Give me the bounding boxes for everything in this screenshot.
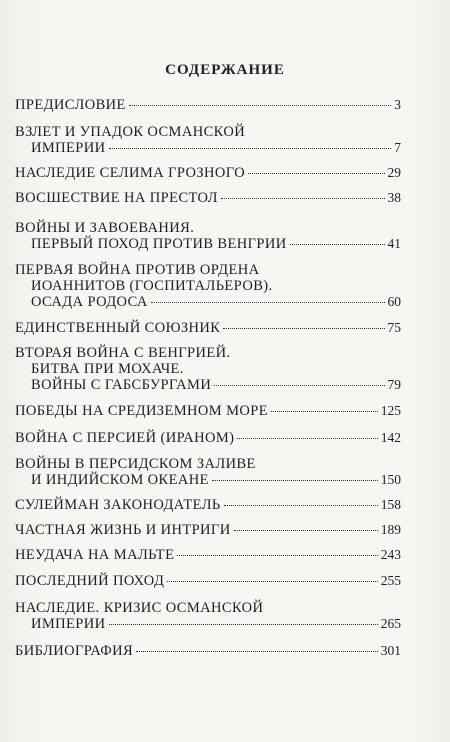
toc-entry-title: И ИНДИЙСКОМ ОКЕАНЕ	[31, 472, 209, 488]
dot-leader	[129, 105, 391, 106]
dot-leader	[237, 438, 377, 439]
toc-page-number: 79	[387, 377, 401, 392]
toc-entry	[15, 522, 401, 538]
toc-entry	[15, 547, 401, 563]
dot-leader	[223, 328, 384, 329]
dot-leader	[109, 624, 378, 625]
toc-entry-line	[15, 124, 401, 140]
toc-entry	[15, 262, 401, 310]
toc-entry-title: НАСЛЕДИЕ. КРИЗИС ОСМАНСКОЙ	[15, 600, 264, 616]
toc-entry-title: ПЕРВЫЙ ПОХОД ПРОТИВ ВЕНГРИИ	[31, 236, 287, 252]
toc-entry-title: ЧАСТНАЯ ЖИЗНЬ И ИНТРИГИ	[15, 522, 231, 538]
toc-entry-line	[15, 600, 401, 616]
toc-entry-line	[15, 547, 401, 563]
dot-leader	[221, 198, 385, 199]
toc-entry-line	[15, 361, 401, 377]
toc-entry-line	[15, 497, 401, 513]
dot-leader	[136, 651, 378, 652]
toc-entry-line	[15, 190, 401, 206]
toc-page-number: 158	[380, 497, 401, 512]
toc-entry-title: ВОСШЕСТВИЕ НА ПРЕСТОЛ	[15, 190, 218, 206]
toc-page-number: 7	[394, 140, 401, 155]
toc-entry-line	[15, 294, 401, 310]
toc-entry	[15, 430, 401, 446]
dot-leader	[214, 385, 384, 386]
toc-entry-line	[15, 165, 401, 181]
toc-entry-title: ИОАННИТОВ (ГОСПИТАЛЬЕРОВ).	[31, 278, 273, 294]
toc-page-number: 301	[380, 643, 401, 658]
toc-entry-line	[15, 377, 401, 393]
toc-entry-title: ПРЕДИСЛОВИЕ	[15, 97, 126, 113]
toc-entry-title: ПЕРВАЯ ВОЙНА ПРОТИВ ОРДЕНА	[15, 262, 260, 278]
toc-entry	[15, 497, 401, 513]
toc-entry-title: ПОСЛЕДНИЙ ПОХОД	[15, 573, 165, 589]
page-title: СОДЕРЖАНИЕ	[165, 62, 285, 78]
toc-entry	[15, 573, 401, 589]
dot-leader	[177, 555, 377, 556]
dot-leader	[151, 302, 385, 303]
toc-page-number: 265	[380, 616, 401, 631]
toc-entry	[15, 403, 401, 419]
toc-page-number: 38	[387, 190, 401, 205]
toc-page-number: 243	[380, 547, 401, 562]
toc-entry-title: ВОЙНА С ПЕРСИЕЙ (ИРАНОМ)	[15, 430, 235, 446]
toc-entry	[15, 320, 401, 336]
toc-entry-title: ВОЙНЫ В ПЕРСИДСКОМ ЗАЛИВЕ	[15, 456, 256, 472]
toc-page-number: 142	[380, 430, 401, 445]
dot-leader	[271, 411, 378, 412]
toc-page-number: 75	[387, 320, 401, 335]
dot-leader	[234, 530, 378, 531]
toc-entry-line	[15, 573, 401, 589]
toc-page-number: 125	[380, 403, 401, 418]
toc-entry-title: БИТВА ПРИ МОХАЧЕ.	[31, 361, 184, 377]
toc-entry-title: БИБЛИОГРАФИЯ	[15, 643, 134, 659]
toc-entry-title: ОСАДА РОДОСА	[31, 294, 148, 310]
toc-entry-line	[15, 472, 401, 488]
dot-leader	[290, 244, 385, 245]
dot-leader	[109, 148, 392, 149]
toc-page-number: 255	[380, 573, 401, 588]
toc-page-number: 60	[387, 294, 401, 309]
toc-entry-line	[15, 345, 401, 361]
toc-entry-title: ВОЙНЫ С ГАБСБУРГАМИ	[31, 377, 212, 393]
toc-entry	[15, 456, 401, 488]
toc-page-number: 3	[394, 97, 401, 112]
toc-entry-line	[15, 643, 401, 659]
toc-entry-line	[15, 522, 401, 538]
dot-leader	[167, 581, 378, 582]
toc-entry	[15, 220, 401, 252]
toc-entry-line	[15, 262, 401, 278]
toc-page-number: 189	[380, 522, 401, 537]
toc-entry-title: НЕУДАЧА НА МАЛЬТЕ	[15, 547, 175, 563]
toc-entry-line	[15, 320, 401, 336]
toc-entry-line	[15, 616, 401, 632]
toc-entry-line	[15, 97, 401, 113]
toc-entry-title: ЕДИНСТВЕННЫЙ СОЮЗНИК	[15, 320, 221, 336]
toc-entry-line	[15, 456, 401, 472]
toc-entry	[15, 345, 401, 393]
toc-entry	[15, 97, 401, 113]
toc-entry-line	[15, 140, 401, 156]
toc-entry-title: СУЛЕЙМАН ЗАКОНОДАТЕЛЬ	[15, 497, 221, 513]
toc-entry-title: ВЗЛЕТ И УПАДОК ОСМАНСКОЙ	[15, 124, 246, 140]
toc-entry-title: НАСЛЕДИЕ СЕЛИМА ГРОЗНОГО	[15, 165, 246, 181]
dot-leader	[248, 173, 384, 174]
toc-entry-title: ИМПЕРИИ	[31, 616, 106, 632]
toc-entry-title: ИМПЕРИИ	[31, 140, 106, 156]
toc-entry-line	[15, 220, 401, 236]
toc-entry	[15, 600, 401, 632]
toc-entry-title: ПОБЕДЫ НА СРЕДИЗЕМНОМ МОРЕ	[15, 403, 268, 419]
dot-leader	[212, 480, 378, 481]
toc-entry-title: ВТОРАЯ ВОЙНА С ВЕНГРИЕЙ.	[15, 345, 231, 361]
toc-page-number: 29	[387, 165, 401, 180]
toc-entry	[15, 190, 401, 206]
toc-entry	[15, 165, 401, 181]
dot-leader	[224, 505, 378, 506]
toc-entry	[15, 643, 401, 659]
toc-entry-line	[15, 278, 401, 294]
toc-entry	[15, 124, 401, 156]
toc-page-number: 41	[387, 236, 401, 251]
toc-entry-line	[15, 236, 401, 252]
toc-entry-line	[15, 403, 401, 419]
toc-entry-line	[15, 430, 401, 446]
toc-entry-title: ВОЙНЫ И ЗАВОЕВАНИЯ.	[15, 220, 195, 236]
toc-page-number: 150	[380, 472, 401, 487]
